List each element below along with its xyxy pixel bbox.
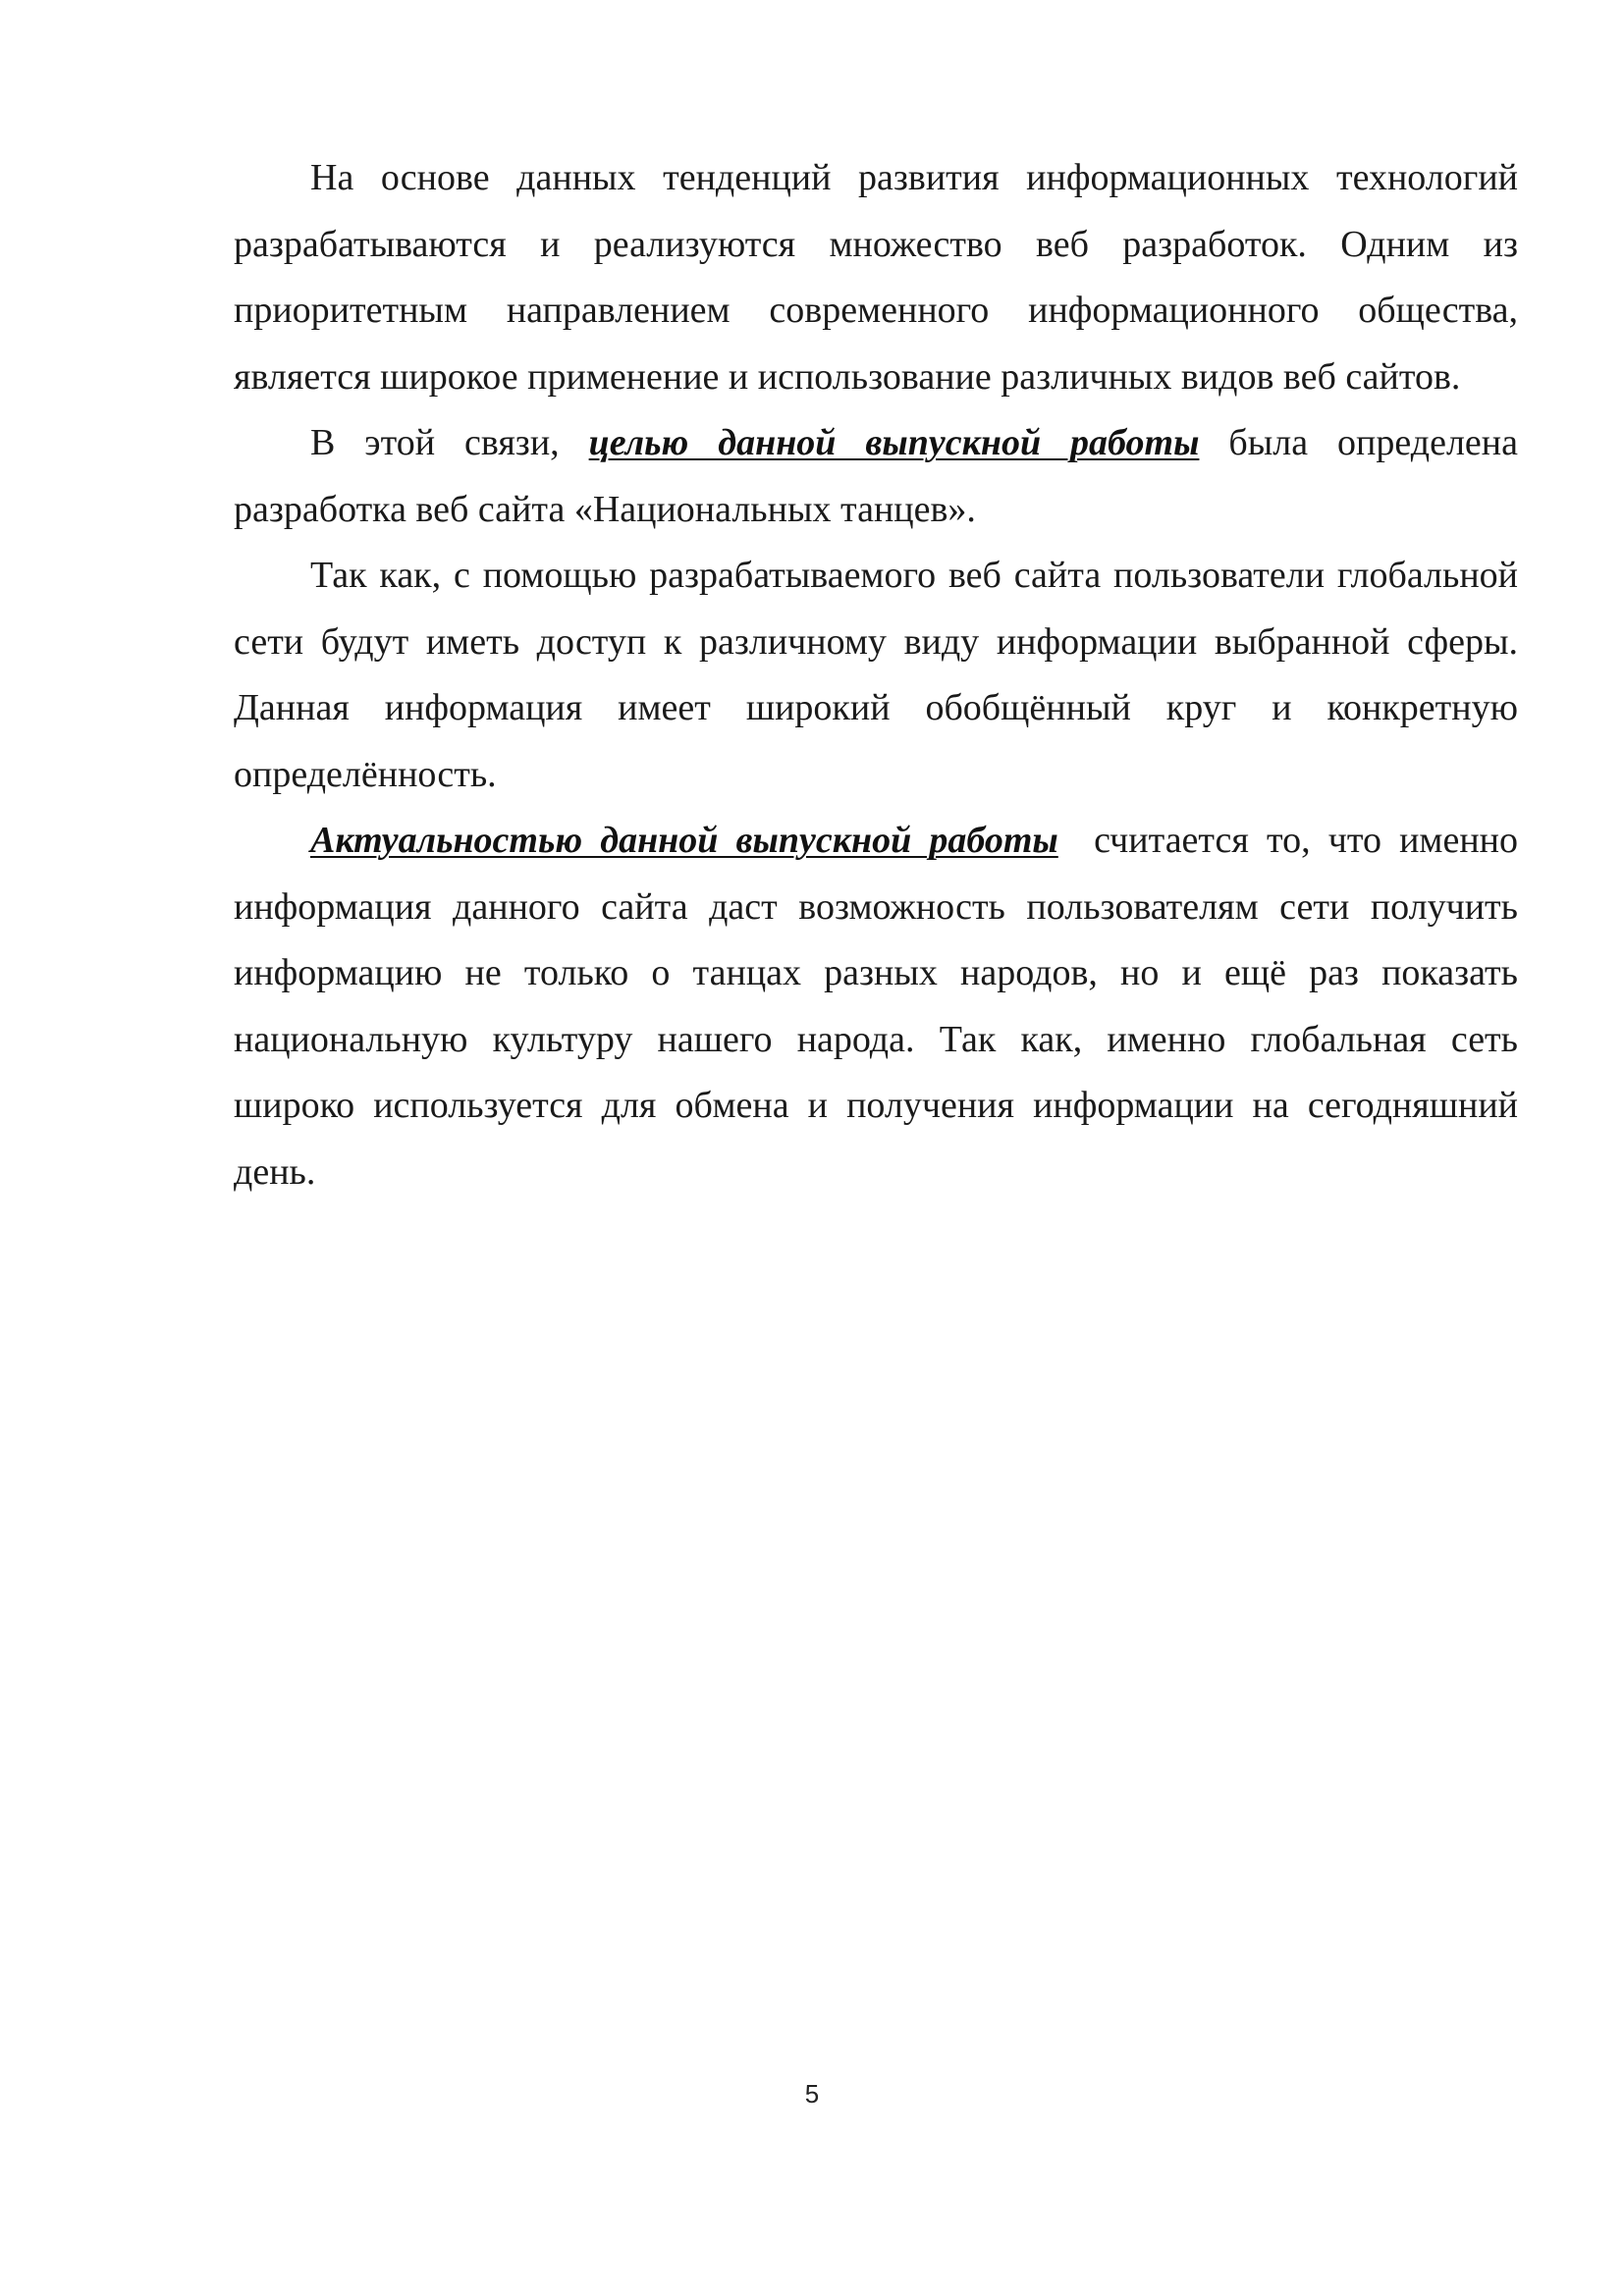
paragraph-text: На основе данных тенденций развития информационных технологий разрабатываются и реализуются множество веб разработок. Одним из приоритетным направлением современного информационного общества, является широкое применение и использование различных видов веб сайтов. — [234, 157, 1518, 398]
relevance-emphasis: Актуальностью данной выпускной работы — [310, 820, 1058, 861]
paragraph-access — [234, 543, 1518, 808]
document-body — [234, 145, 1528, 1205]
paragraph-text: считается то, что именно информация данного сайта даст возможность пользователям сети получить информацию не только о танцах разных народов, но и ещё раз показать национальную культуру нашего народа. Так как, именно глобальная сеть широко используется для обмена и получения информации на сегодняшний день. — [234, 820, 1528, 1193]
goal-emphasis: целью данной выпускной работы — [588, 422, 1200, 463]
paragraph-trends — [234, 145, 1518, 410]
paragraph-relevance — [234, 808, 1528, 1205]
page-number: 5 — [804, 2079, 820, 2109]
paragraph-text: была определена разработка веб сайта «Национальных танцев». — [234, 422, 1518, 530]
paragraph-goal — [234, 410, 1518, 543]
paragraph-text: Так как, с помощью разрабатываемого веб сайта пользователи глобальной сети будут иметь доступ к различному виду информации выбранной сферы. Данная информация имеет широкий обобщённый круг и конкретную определённость. — [234, 555, 1518, 795]
paragraph-text: В этой связи, — [310, 422, 589, 463]
